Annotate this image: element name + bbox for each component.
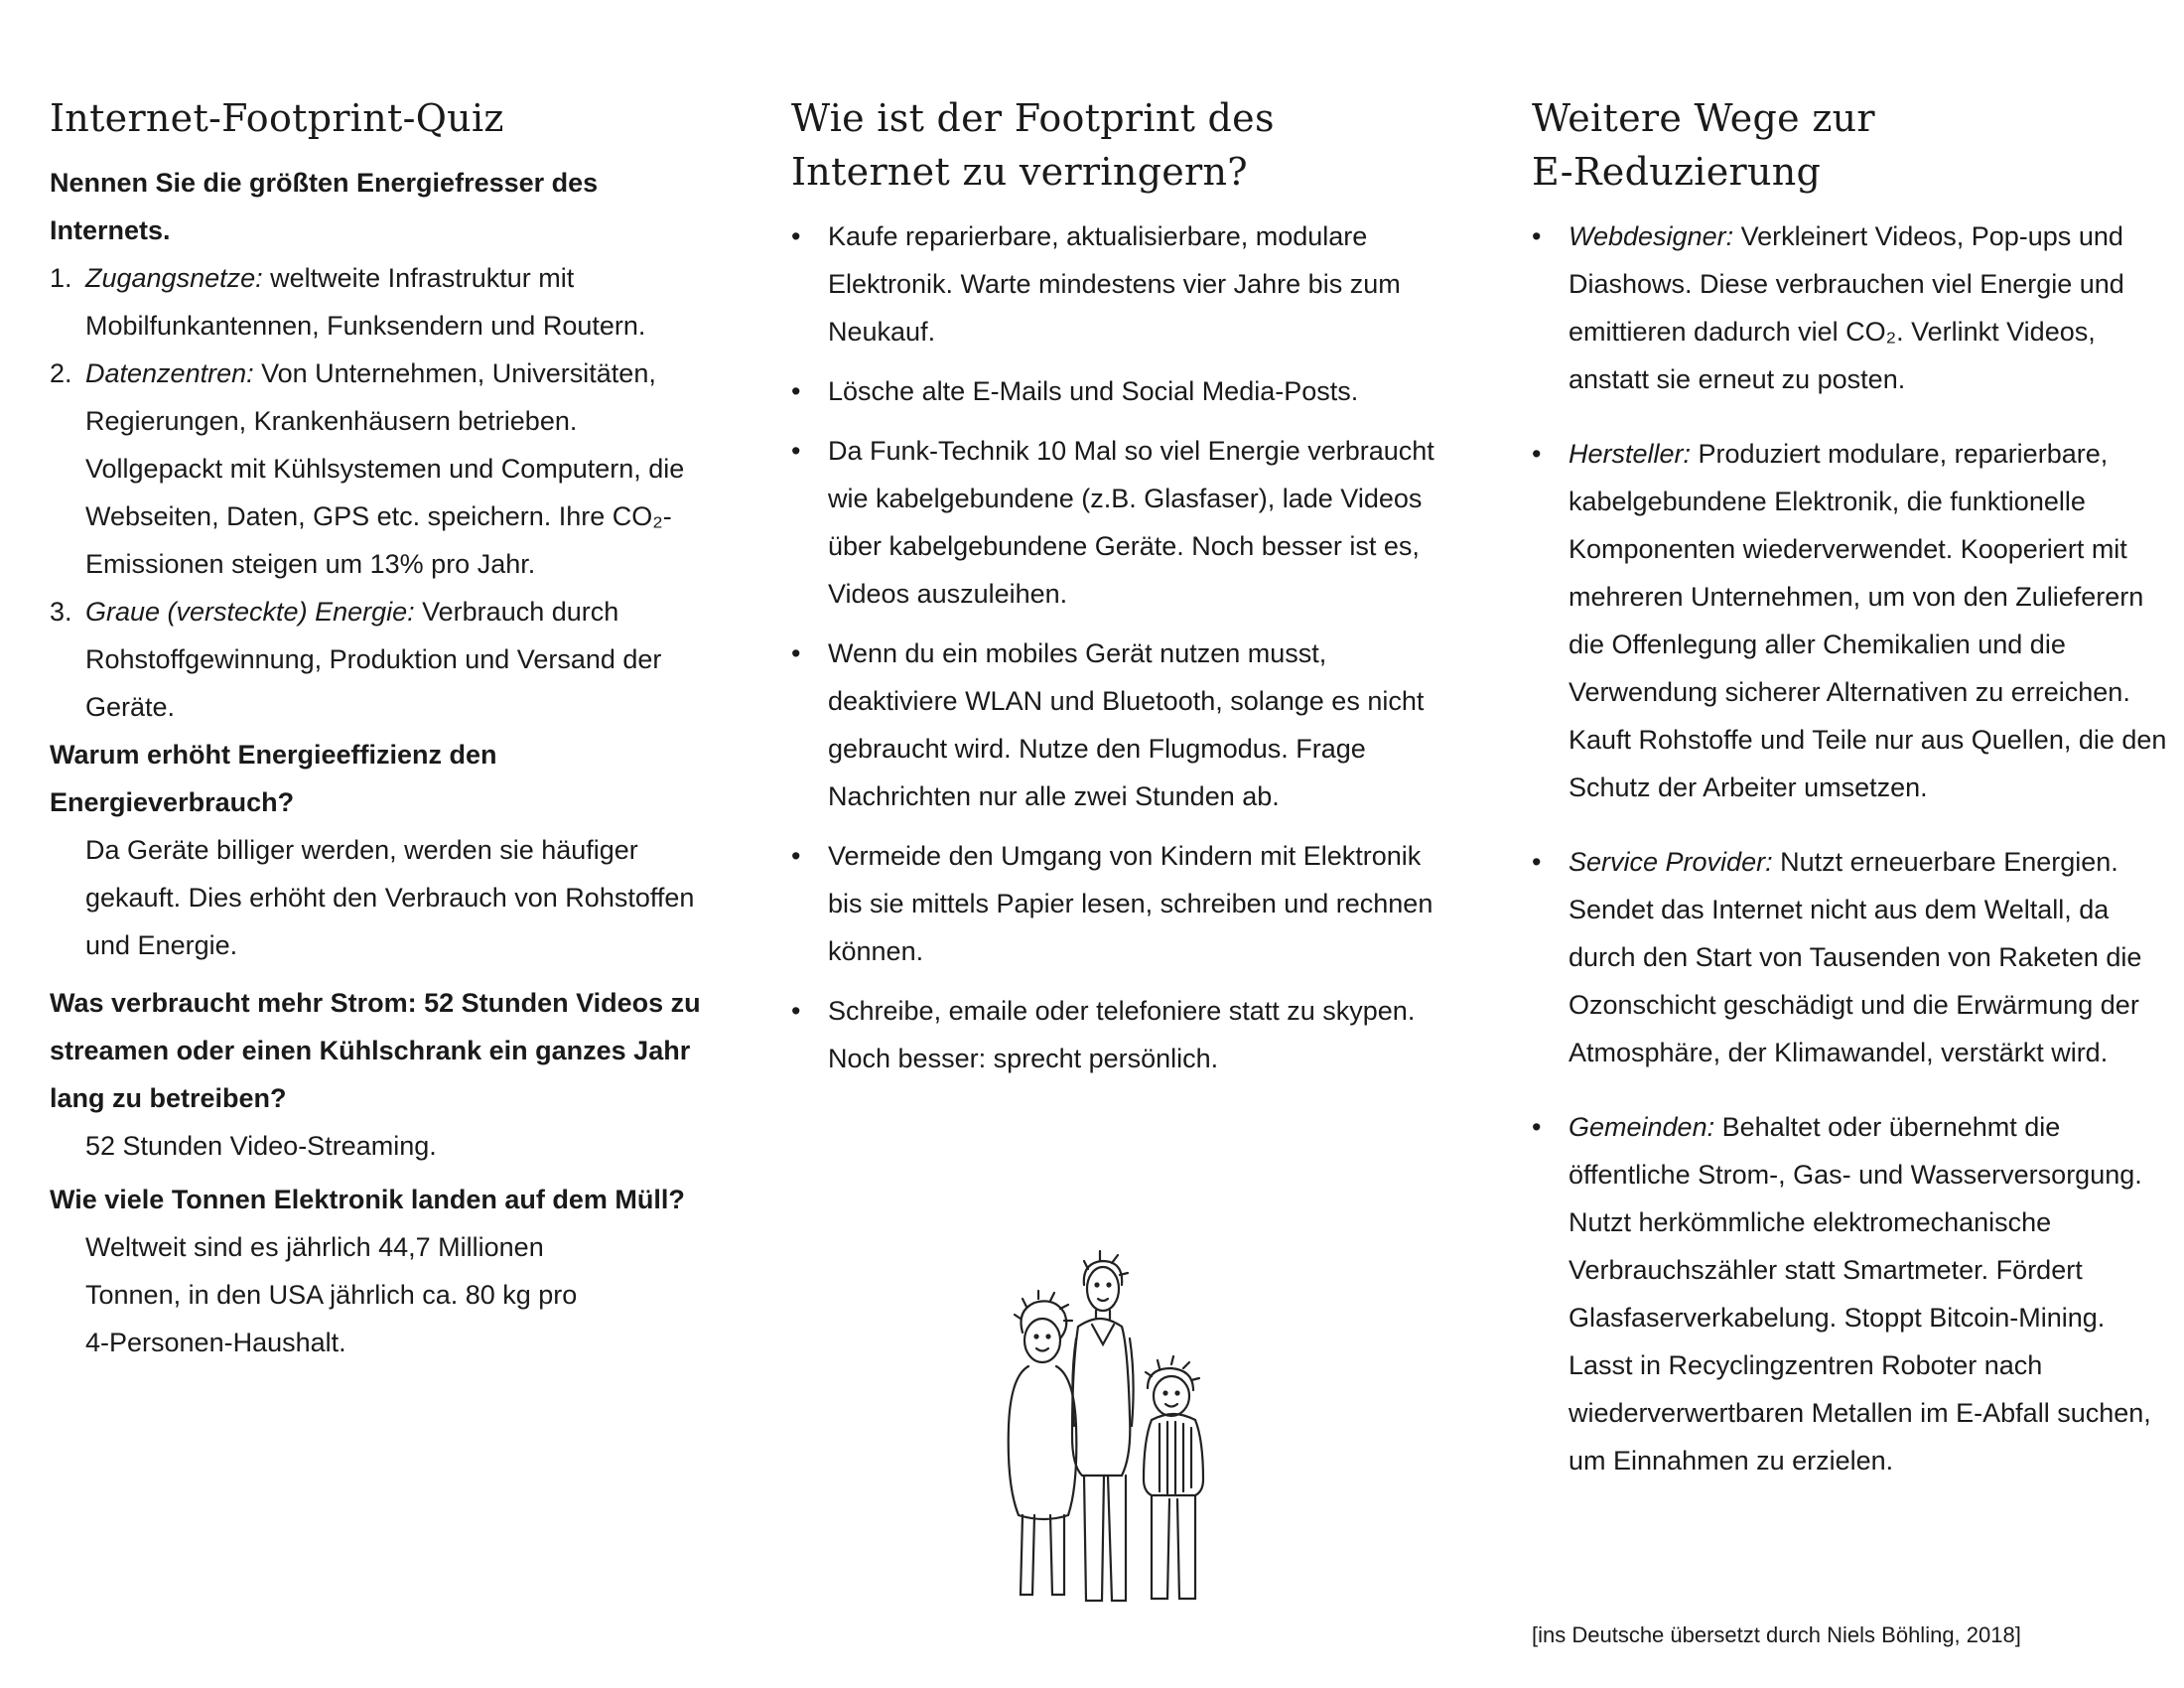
quiz-question-3: Was verbraucht mehr Strom: 52 Stunden Videos zu streamen oder einen Kühlschrank ein ganzes Jahr lang zu betreiben? xyxy=(50,988,701,1113)
list-item: • Service Provider: Nutzt erneuerbare Energien. Sendet das Internet nicht aus dem Weltall, da durch den Start von Tausenden von Raketen die Ozonschicht geschädigt und die Erwärmung der Atmosphäre, der Klimawandel, verstärkt wird. xyxy=(1532,847,2142,1067)
quiz-answer-3: 52 Stunden Video-Streaming. xyxy=(85,1131,437,1161)
footprint-title: Wie ist der Footprint des Internet zu verringern? xyxy=(791,96,1275,194)
list-item: • Da Funk-Technik 10 Mal so viel Energie verbraucht wie kabelgebundene (z.B. Glasfaser), lade Videos über kabelgebundene Geräte. Noch besser ist es, Videos auszuleihen. xyxy=(791,436,1434,609)
list-item: 1. Zugangsnetze: weltweite Infrastruktur mit Mobilfunkantennen, Funksendern und Routern. xyxy=(50,263,646,341)
figure-right xyxy=(1144,1356,1203,1599)
list-item: • Kaufe reparierbare, aktualisierbare, modulare Elektronik. Warte mindestens vier Jahre bis zum Neukauf. xyxy=(791,221,1401,347)
list-item: 3. Graue (versteckte) Energie: Verbrauch durch Rohstoffgewinnung, Produktion und Versand der Geräte. xyxy=(50,597,662,722)
list-item: • Gemeinden: Behaltet oder übernehmt die öffentliche Strom-, Gas- und Wasserversorgung. Nutzt herkömmliche elektromechanische Verbrauchszähler statt Smartmeter. Fördert Glasfaserverkabelung. Stoppt Bitcoin-Mining. Lasst in Recyclingzentren Roboter nach wiederverwertbaren Metallen im E-Abfall suchen, um Einnahmen zu erzielen. xyxy=(1532,1112,2151,1476)
list-item: • Wenn du ein mobiles Gerät nutzen musst, deaktiviere WLAN und Bluetooth, solange es nicht gebraucht wird. Nutze den Flugmodus. Frage Nachrichten nur alle zwei Stunden ab. xyxy=(791,638,1425,811)
reduction-list xyxy=(1532,212,2167,1484)
quiz-question-4: Wie viele Tonnen Elektronik landen auf dem Müll? xyxy=(50,1185,685,1214)
footprint-tips-list xyxy=(791,212,1446,1082)
list-item: • Hersteller: Produziert modulare, reparierbare, kabelgebundene Elektronik, die funktionelle Komponenten wiederverwendet. Kooperiert mit mehreren Unternehmen, um von den Zulieferern die Offenlegung aller Chemikalien und die Verwendung sicherer Alternativen zu erreichen. Kauft Rohstoffe und Teile nur aus Quellen, die den Schutz der Arbeiter umsetzen. xyxy=(1532,439,2167,802)
figure-middle xyxy=(1072,1251,1134,1601)
quiz-answer-2: Da Geräte billiger werden, werden sie häufiger gekauft. Dies erhöht den Verbrauch von Rohstoffen und Energie. xyxy=(85,835,695,960)
list-item: • Schreibe, emaile oder telefoniere statt zu skypen. Noch besser: sprecht persönlich. xyxy=(791,996,1416,1073)
quiz-question-1: Nennen Sie die größten Energiefresser des Internets. xyxy=(50,168,599,245)
reduction-column xyxy=(1532,91,2167,1511)
quiz-question-2: Warum erhöht Energieeffizienz den Energieverbrauch? xyxy=(50,740,497,817)
reduction-title: Weitere Wege zur E-Reduzierung xyxy=(1532,96,1875,194)
footprint-column xyxy=(791,91,1446,1094)
figure-left xyxy=(1009,1291,1077,1595)
quiz-column xyxy=(50,91,705,1366)
energy-consumers-list xyxy=(50,254,705,731)
family-illustration xyxy=(993,1249,1231,1618)
quiz-title: Internet-Footprint-Quiz xyxy=(50,96,504,140)
list-item: • Vermeide den Umgang von Kindern mit Elektronik bis sie mittels Papier lesen, schreiben und rechnen können. xyxy=(791,841,1433,966)
list-item: • Lösche alte E-Mails und Social Media-Posts. xyxy=(791,376,1359,406)
list-item: 2. Datenzentren: Von Unternehmen, Universitäten, Regierungen, Krankenhäusern betrieben. Vollgepackt mit Kühlsystemen und Computern, die Webseiten, Daten, GPS etc. speichern. Ihre CO₂-Emissionen steigen um 13% pro Jahr. xyxy=(50,358,685,579)
list-item: • Webdesigner: Verkleinert Videos, Pop-ups und Diashows. Diese verbrauchen viel Energie und emittieren dadurch viel CO₂. Verlinkt Videos, anstatt sie erneut zu posten. xyxy=(1532,221,2124,394)
quiz-answer-4: Weltweit sind es jährlich 44,7 Millionen Tonnen, in den USA jährlich ca. 80 kg pro 4-Personen-Haushalt. xyxy=(85,1232,578,1357)
translation-credit: [ins Deutsche übersetzt durch Niels Böhling, 2018] xyxy=(1532,1622,2021,1647)
